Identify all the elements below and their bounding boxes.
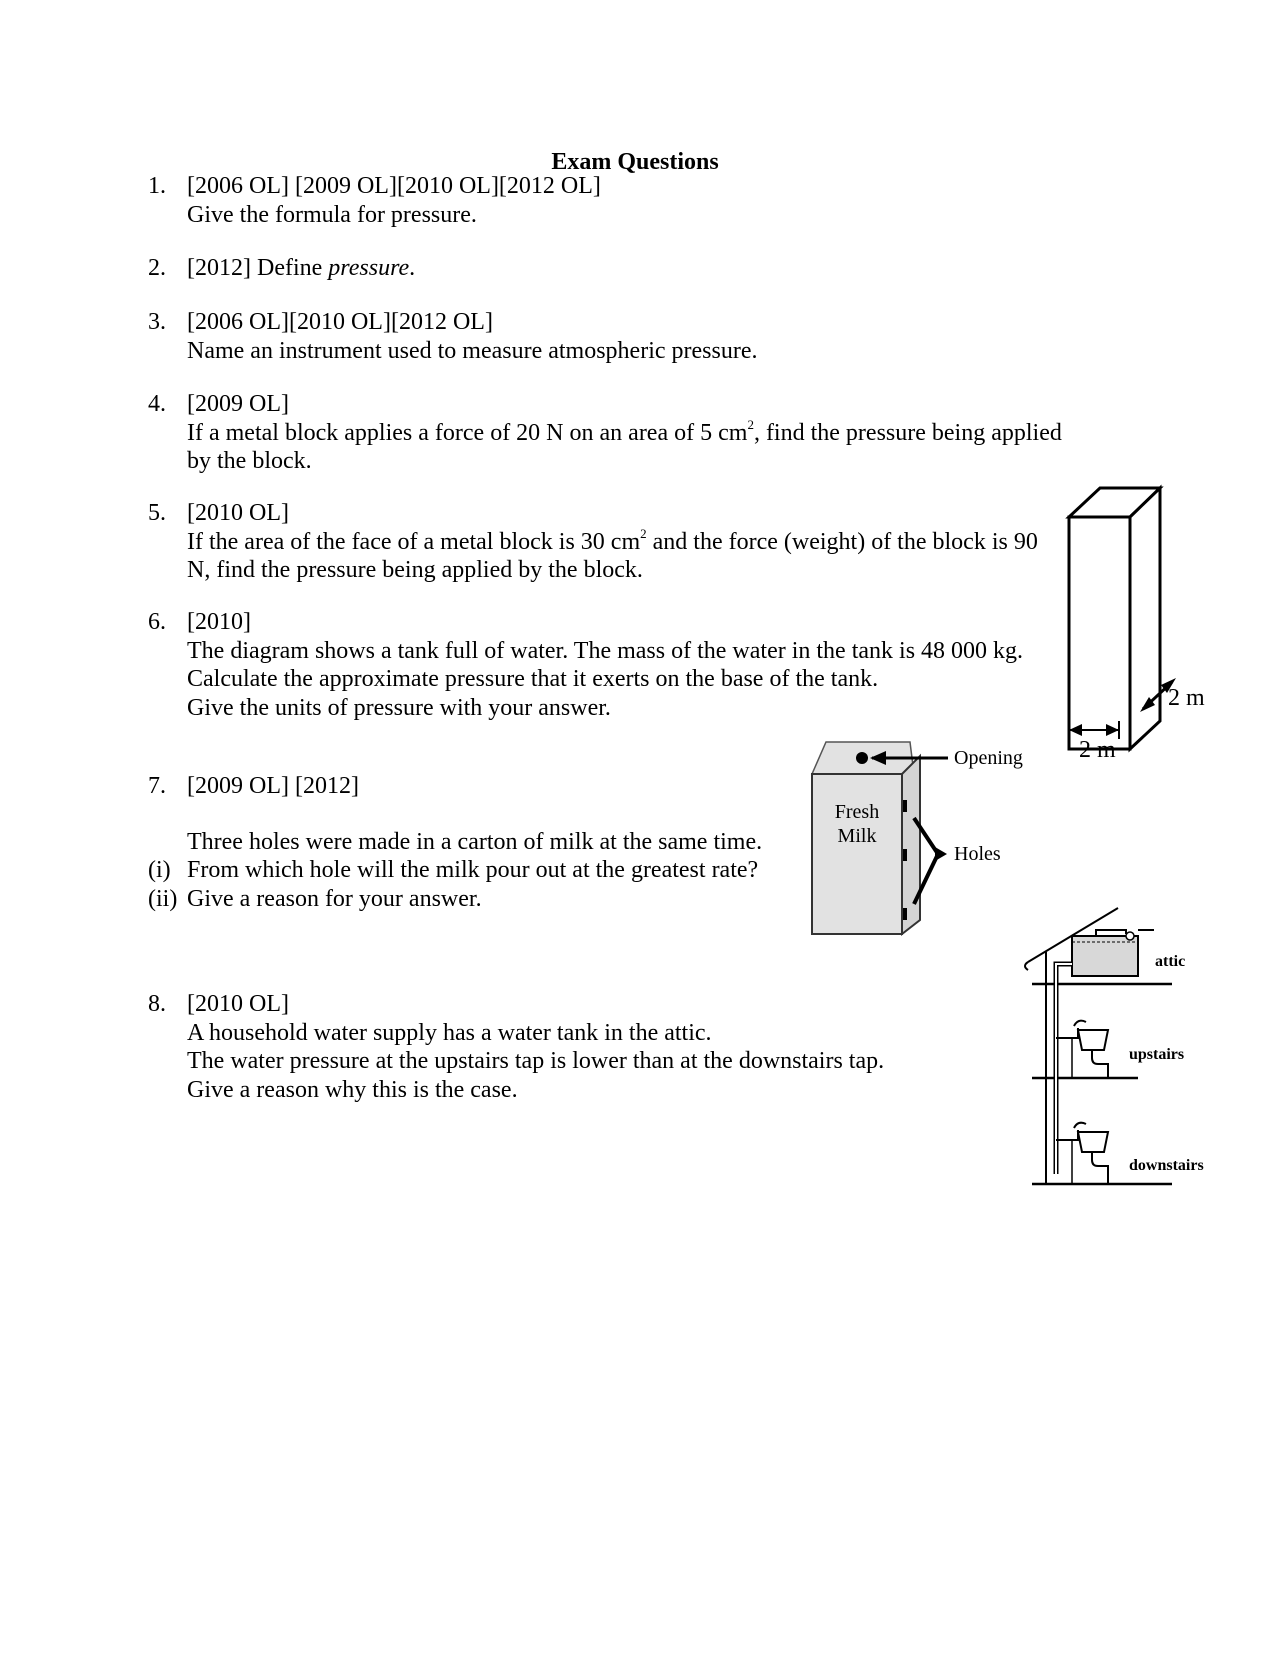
- question-number: 1.: [148, 173, 166, 199]
- question-4: [148, 390, 1062, 476]
- holes-label: Holes: [954, 843, 1001, 865]
- downstairs-tap-icon: [1074, 1123, 1086, 1128]
- question-text-part: , find the pressure being applied: [753, 419, 1062, 446]
- question-years: [2006 OL] [2009 OL][2010 OL][2012 OL]: [187, 173, 601, 199]
- upstairs-drain: [1092, 1050, 1108, 1078]
- question-number: 3.: [148, 309, 166, 335]
- downstairs-basin: [1078, 1132, 1108, 1152]
- question-text: [187, 525, 1038, 557]
- sub-question-ii: [148, 885, 762, 914]
- question-years: [2010 OL]: [187, 500, 289, 526]
- gutter-icon: [1025, 962, 1028, 970]
- question-number: 6.: [148, 609, 166, 635]
- upstairs-tap-icon: [1074, 1021, 1086, 1026]
- question-number: 2.: [148, 255, 166, 281]
- question-text: Give a reason why this is the case.: [187, 1076, 518, 1103]
- carton-side: [902, 756, 920, 934]
- question-text: Give the units of pressure with your answer.: [187, 694, 611, 721]
- question-number: 7.: [148, 773, 166, 799]
- question-number: 4.: [148, 391, 166, 417]
- upstairs-label: upstairs: [1129, 1046, 1185, 1063]
- tank-width-label: 2 m: [1079, 737, 1116, 763]
- ball-float-icon: [1126, 932, 1134, 940]
- tank-front-face: [1069, 517, 1130, 749]
- question-text-part: If a metal block applies a force of 20 N on an area of 5 cm: [187, 419, 748, 446]
- question-text-continued: N, find the pressure being applied by the block.: [187, 557, 643, 583]
- question-years: [2009 OL] [2012]: [187, 773, 359, 799]
- question-text-prefix: [2012] Define: [187, 255, 329, 281]
- question-8: [148, 990, 884, 1104]
- sub-question-label: (ii): [148, 885, 178, 912]
- carton-front: [812, 774, 902, 934]
- attic-label: attic: [1155, 953, 1186, 970]
- question-text-part: If the area of the face of a metal block is 30 cm: [187, 528, 641, 555]
- opening-dot-icon: [856, 752, 868, 764]
- question-years: [2010 OL]: [187, 991, 289, 1017]
- question-6: [148, 608, 1023, 722]
- question-text: The water pressure at the upstairs tap is lower than at the downstairs tap.: [187, 1048, 885, 1074]
- supply-pipe: [1056, 964, 1072, 1174]
- tank-diagram: [1060, 485, 1265, 780]
- question-text-part: and the force (weight) of the block is 90: [646, 528, 1038, 555]
- question-number: 5.: [148, 500, 166, 526]
- question-text: Give the formula for pressure.: [187, 201, 477, 228]
- opening-label: Opening: [954, 747, 1023, 769]
- carton-text-line1: Fresh: [834, 801, 880, 823]
- question-number: 8.: [148, 991, 166, 1017]
- downstairs-tap-pipe: [1056, 1130, 1078, 1140]
- question-text: [187, 416, 1062, 448]
- question-text: The diagram shows a tank full of water. The mass of the water in the tank is 48 000 kg.: [187, 637, 1024, 664]
- milk-carton-diagram: [806, 736, 1036, 941]
- question-text: Calculate the approximate pressure that it exerts on the base of the tank.: [187, 666, 879, 692]
- question-1: [148, 172, 601, 229]
- upstairs-tap-pipe: [1056, 1028, 1078, 1038]
- sub-question-text: From which hole will the milk pour out at the greatest rate?: [187, 857, 759, 883]
- superscript: 2: [747, 416, 754, 432]
- page-title: Exam Questions: [551, 149, 719, 175]
- question-years: [2006 OL][2010 OL][2012 OL]: [187, 309, 493, 335]
- question-text-suffix: .: [409, 255, 416, 281]
- upstairs-basin: [1078, 1030, 1108, 1050]
- sub-question-label: (i): [148, 857, 171, 883]
- sub-question-text: Give a reason for your answer.: [187, 885, 482, 912]
- question-years: [2010]: [187, 609, 251, 635]
- tank-side-face: [1130, 488, 1160, 749]
- question-emphasis: pressure: [328, 255, 410, 281]
- question-5: [148, 499, 1038, 585]
- sub-question-i: [148, 856, 762, 885]
- downstairs-drain: [1092, 1152, 1108, 1184]
- question-2: [148, 254, 415, 283]
- arrowhead-icon: [935, 847, 947, 861]
- household-water-diagram: [1020, 902, 1220, 1192]
- question-text: A household water supply has a water tank in the attic.: [187, 1019, 712, 1046]
- superscript: 2: [640, 525, 647, 541]
- question-3: [148, 308, 758, 365]
- question-text: [187, 254, 415, 283]
- question-text: Three holes were made in a carton of milk at the same time.: [187, 828, 763, 855]
- question-years: [2009 OL]: [187, 391, 289, 417]
- tank-depth-label: 2 m: [1168, 685, 1205, 711]
- downstairs-label: downstairs: [1129, 1157, 1204, 1174]
- carton-text-line2: Milk: [837, 825, 877, 847]
- question-7: [148, 772, 762, 913]
- question-text: Name an instrument used to measure atmospheric pressure.: [187, 337, 758, 364]
- question-text-continued: by the block.: [187, 448, 312, 474]
